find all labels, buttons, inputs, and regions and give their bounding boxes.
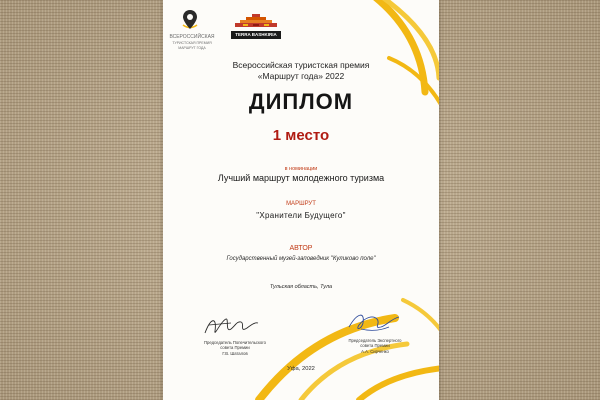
place-rank: 1 место <box>272 127 330 144</box>
signature-left <box>201 313 261 339</box>
nomination-label: в номинации <box>284 166 318 172</box>
author-value: Государственный музей-заповедник "Куликово поле" <box>226 256 376 262</box>
logo-left-line3: МАРШРУТ ГОДА <box>178 46 206 50</box>
author-label: АВТОР <box>289 245 313 252</box>
signature-right-line2: совета Премии <box>360 343 390 349</box>
route-label: МАРШРУТ <box>286 201 316 207</box>
map-pin-icon <box>178 8 202 34</box>
signature-right-line1: Председатель Экспертного <box>348 338 402 343</box>
signature-right-line3: А.А. Сирченко <box>361 348 389 354</box>
nomination-value: Лучший маршрут молодежного туризма <box>217 173 385 183</box>
diploma-sheet <box>163 0 439 400</box>
logo-left-line1: ВСЕРОССИЙСКАЯ <box>169 34 215 40</box>
signature-left-line1: Председатель Попечительского <box>204 340 266 345</box>
logo-left-line2: ТУРИСТСКАЯ ПРЕМИЯ <box>172 41 212 45</box>
location-text: Тульская область, Тула <box>269 284 333 290</box>
signature-left-line2: совета Премии <box>220 345 250 351</box>
award-line2: «Маршрут года» 2022 <box>257 71 345 81</box>
signature-right-caption <box>330 338 420 354</box>
award-line1: Всероссийская туристская премия <box>232 60 370 70</box>
diploma-title: ДИПЛОМ <box>248 89 354 114</box>
signature-left-caption <box>190 340 280 356</box>
signature-left-line3: Г.В. Шаталов <box>222 350 248 356</box>
city-date: Уфа, 2022 <box>287 366 315 372</box>
terra-bashkiria-label: TERRA BASHKIRIA <box>231 31 281 39</box>
signature-right <box>343 309 403 335</box>
route-value: "Хранители Будущего" <box>256 211 346 220</box>
